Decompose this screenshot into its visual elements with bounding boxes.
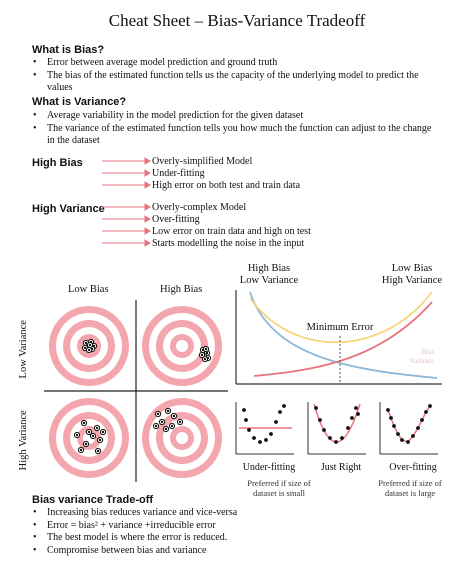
hit-point-core: [157, 413, 159, 415]
note-left: Preferred if size of dataset is small: [247, 478, 311, 498]
hit-point-core: [201, 354, 203, 356]
high-bias-item-1: Overly-simplified Model: [152, 156, 253, 167]
fit-point: [400, 438, 404, 442]
high-variance-label: High Variance: [32, 203, 105, 215]
tradeoff-bullet-1: • Increasing bias reduces variance and vice-versa: [31, 507, 451, 520]
fit-panel-overfitting: [380, 402, 438, 454]
fit-point: [389, 416, 393, 420]
high-variance-arrows: [100, 201, 152, 251]
hit-point-core: [89, 344, 91, 346]
chart-left-label-1: High Bias: [247, 263, 291, 274]
fit-point: [252, 436, 256, 440]
fit-point: [392, 424, 396, 428]
target-high-bias-low-variance: [142, 306, 222, 386]
fit-label-underfitting: Under-fitting: [242, 462, 296, 473]
tradeoff-bullet-2: • Error = bias² + variance +irreducible error: [31, 520, 451, 533]
hit-point-core: [155, 425, 157, 427]
tradeoff-bullet-4: • Compromise between bias and variance: [31, 545, 451, 558]
hit-point-core: [179, 421, 181, 423]
target-low-bias-low-variance: [49, 306, 129, 386]
fit-point: [340, 436, 344, 440]
fit-point: [314, 406, 318, 410]
fit-point: [350, 416, 354, 420]
hit-point-core: [92, 435, 94, 437]
chart-right-label-1: Low Bias: [391, 263, 433, 274]
variance-curve: [250, 292, 432, 342]
faint-variance-label: Variance: [409, 357, 435, 365]
target-ring: [176, 432, 188, 444]
chart-left-label-2: Low Variance: [239, 275, 299, 286]
fit-point: [242, 408, 246, 412]
fit-point: [420, 418, 424, 422]
variance-heading: What is Variance?: [32, 96, 127, 108]
fit-point: [346, 426, 350, 430]
fit-point: [396, 432, 400, 436]
hit-point-core: [173, 415, 175, 417]
hit-point-core: [167, 410, 169, 412]
fit-point: [406, 440, 410, 444]
high-bias-item-2: Under-fitting: [152, 168, 205, 179]
faint-bias-label: Bias: [421, 348, 435, 356]
hit-point-core: [204, 358, 206, 360]
fit-panel-underfitting: [236, 402, 294, 454]
bias-bullet-1: • Error between average model prediction and ground truth: [31, 57, 441, 70]
fit-point: [354, 406, 358, 410]
bias-heading: What is Bias?: [32, 44, 105, 56]
fit-point: [282, 404, 286, 408]
tradeoff-chart: [232, 288, 446, 388]
high-bias-item-3: High error on both test and train data: [152, 180, 301, 191]
hit-point-core: [85, 443, 87, 445]
variance-bullet-2: • The variance of the estimated function tells you how much the function can adjust to the change in the dataset: [31, 123, 441, 148]
fit-point: [247, 428, 251, 432]
col-label-high-bias: High Bias: [160, 284, 203, 295]
fit-panel-just-right: [308, 402, 366, 454]
fit-point: [356, 412, 360, 416]
fit-point: [424, 410, 428, 414]
fit-point: [269, 432, 273, 436]
chart-right-label: [372, 263, 452, 287]
fit-point: [274, 420, 278, 424]
bullseye-grid: [42, 298, 230, 484]
chart-right-label-2: High Variance: [381, 275, 443, 286]
fit-point: [428, 404, 432, 408]
hit-point-core: [99, 439, 101, 441]
variance-bullet-1: • Average variability in the model prediction for the given dataset: [31, 110, 441, 123]
high-bias-arrows: [100, 155, 152, 193]
high-variance-item-3: Low error on train data and high on test: [152, 226, 311, 237]
hit-point-core: [171, 425, 173, 427]
hit-point-core: [161, 421, 163, 423]
fit-label-just-right: Just Right: [320, 462, 362, 473]
row-label-high-variance: High Variance: [17, 410, 29, 471]
fit-panels: [232, 400, 446, 458]
bias-bullet-2: • The bias of the estimated function tells us the capacity of the underlying model to predict the values: [31, 70, 441, 95]
fit-point: [264, 438, 268, 442]
col-label-low-bias: Low Bias: [68, 284, 109, 295]
target-high-bias-high-variance: [142, 398, 222, 478]
high-variance-item-2: Over-fitting: [152, 214, 200, 225]
hit-point-core: [97, 450, 99, 452]
tradeoff-bullet-3: • The best model is where the error is reduced.: [31, 532, 451, 545]
hit-point-core: [80, 449, 82, 451]
fit-point: [322, 428, 326, 432]
total-error-curve: [254, 302, 435, 376]
hit-point-core: [85, 342, 87, 344]
fit-point: [318, 418, 322, 422]
fit-point: [411, 434, 415, 438]
hit-point-core: [88, 431, 90, 433]
hit-point-core: [205, 348, 207, 350]
target-ring: [176, 340, 188, 352]
fit-curve: [314, 404, 360, 442]
chart-left-label: [236, 263, 302, 287]
high-variance-item-1: Overly-complex Model: [152, 202, 247, 213]
hit-point-core: [88, 349, 90, 351]
hit-point-core: [96, 427, 98, 429]
note-right: Preferred if size of dataset is large: [378, 478, 442, 498]
fit-point: [328, 436, 332, 440]
fit-point: [244, 418, 248, 422]
fit-point: [258, 440, 262, 444]
bias-curve: [250, 292, 437, 378]
fit-curve: [388, 406, 430, 442]
hit-point-core: [84, 347, 86, 349]
fit-point: [386, 408, 390, 412]
tradeoff-bullets: [31, 507, 451, 557]
bias-bullets: [31, 57, 441, 95]
tradeoff-heading: Bias variance Trade-off: [32, 494, 154, 506]
fit-label-overfitting: Over-fitting: [389, 462, 437, 473]
minimum-error-label: Minimum Error: [306, 322, 374, 333]
high-bias-label: High Bias: [32, 157, 83, 169]
page-title: Cheat Sheet – Bias-Variance Tradeoff: [108, 11, 366, 30]
hit-point-core: [165, 428, 167, 430]
hit-point-core: [76, 434, 78, 436]
high-variance-item-4: Starts modelling the noise in the input: [152, 238, 305, 249]
fit-point: [278, 410, 282, 414]
hit-point-core: [83, 422, 85, 424]
fit-point: [334, 440, 338, 444]
hit-point-core: [102, 431, 104, 433]
target-low-bias-high-variance: [49, 398, 129, 478]
row-label-low-variance: Low Variance: [17, 320, 29, 379]
variance-bullets: [31, 110, 441, 148]
fit-point: [416, 426, 420, 430]
